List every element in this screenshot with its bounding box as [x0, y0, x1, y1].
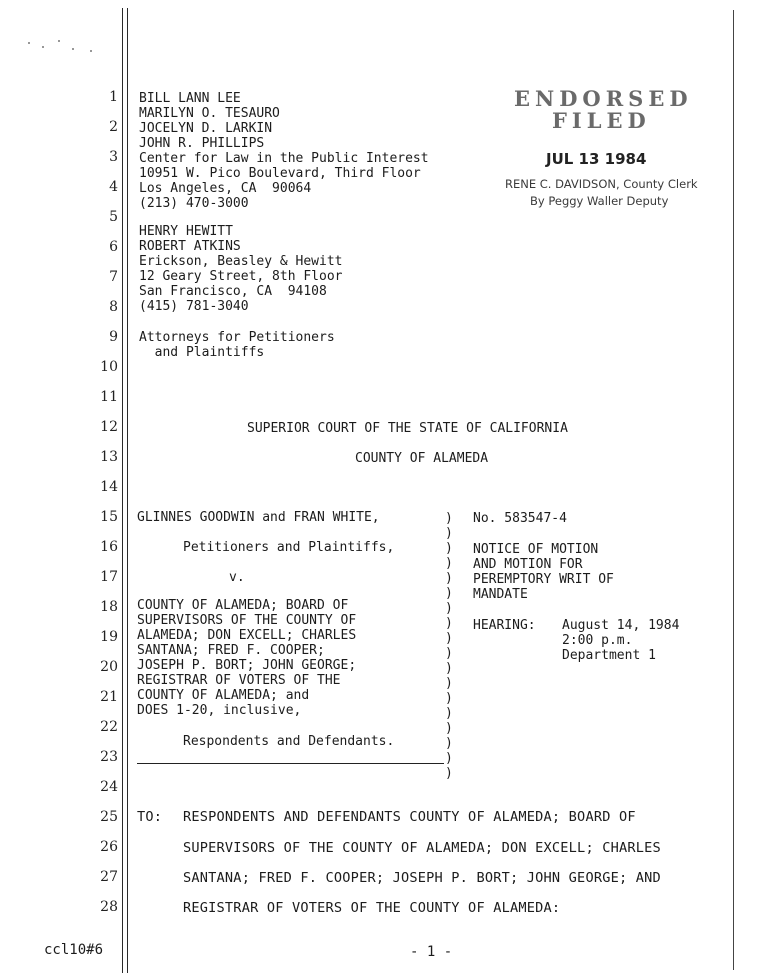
respondent-line: REGISTRAR OF VOTERS OF THE — [137, 673, 341, 688]
firm-name: Center for Law in the Public Interest — [139, 151, 429, 166]
scan-speck — [72, 48, 74, 50]
firm-name: Erickson, Beasley & Hewitt — [139, 254, 343, 269]
respondent-line: SANTANA; FRED F. COOPER; — [137, 643, 325, 658]
stamp-endorsed: ENDORSED — [514, 86, 693, 111]
line-number: 12 — [100, 419, 118, 435]
left-margin-rule — [127, 8, 128, 973]
attorney-name: JOHN R. PHILLIPS — [139, 136, 265, 151]
line-number: 25 — [100, 809, 118, 825]
line-number: 21 — [100, 689, 118, 705]
firm-city: Los Angeles, CA 90064 — [139, 181, 312, 196]
to-label: TO: — [137, 809, 163, 825]
respondent-line: ALAMEDA; DON EXCELL; CHARLES — [137, 628, 357, 643]
line-number: 3 — [109, 149, 118, 165]
body-line: SUPERVISORS OF THE COUNTY OF ALAMEDA; DON EXCELL; CHARLES — [183, 840, 661, 856]
petitioners-role: Petitioners and Plaintiffs, — [183, 540, 395, 555]
line-number: 5 — [109, 209, 118, 225]
attorney-name: JOCELYN D. LARKIN — [139, 121, 273, 136]
respondent-line: JOSEPH P. BORT; JOHN GEORGE; — [137, 658, 357, 673]
petitioners: GLINNES GOODWIN and FRAN WHITE, — [137, 510, 380, 525]
hearing-label: HEARING: — [473, 618, 536, 633]
left-margin-rule — [122, 8, 123, 973]
stamp-filed: FILED — [552, 108, 651, 133]
document-title: AND MOTION FOR — [473, 557, 583, 572]
line-number: 19 — [100, 629, 118, 645]
line-number: 27 — [100, 869, 118, 885]
body-line: SANTANA; FRED F. COOPER; JOSEPH P. BORT; JOHN GEORGE; AND — [183, 870, 661, 886]
firm-address: 12 Geary Street, 8th Floor — [139, 269, 343, 284]
stamp-clerk: RENE C. DAVIDSON, County Clerk — [505, 177, 698, 191]
body-line: RESPONDENTS AND DEFENDANTS COUNTY OF ALAMEDA; BOARD OF — [183, 809, 636, 825]
line-number: 20 — [100, 659, 118, 675]
document-code: ccl10#6 — [44, 942, 104, 958]
line-number: 26 — [100, 839, 118, 855]
line-number: 14 — [100, 479, 118, 495]
line-number: 9 — [109, 329, 118, 345]
respondent-line: SUPERVISORS OF THE COUNTY OF — [137, 613, 357, 628]
body-line: REGISTRAR OF VOTERS OF THE COUNTY OF ALAMEDA: — [183, 900, 561, 916]
hearing-time: 2:00 p.m. — [562, 633, 633, 648]
line-number: 24 — [100, 779, 118, 795]
document-title: NOTICE OF MOTION — [473, 542, 599, 557]
line-number: 11 — [100, 389, 118, 405]
line-number: 28 — [100, 899, 118, 915]
line-number: 17 — [100, 569, 118, 585]
line-number: 16 — [100, 539, 118, 555]
line-number: 22 — [100, 719, 118, 735]
line-number: 23 — [100, 749, 118, 765]
scan-speck — [58, 40, 60, 42]
scan-speck — [28, 42, 30, 44]
line-number: 6 — [109, 239, 118, 255]
respondent-line: COUNTY OF ALAMEDA; BOARD OF — [137, 598, 349, 613]
attorneys-for: Attorneys for Petitioners — [139, 330, 335, 345]
attorney-name: BILL LANN LEE — [139, 91, 241, 106]
attorney-name: MARILYN O. TESAURO — [139, 106, 280, 121]
hearing-date: August 14, 1984 — [562, 618, 680, 633]
document-title: MANDATE — [473, 587, 528, 602]
versus: v. — [229, 570, 245, 585]
hearing-department: Department 1 — [562, 648, 656, 663]
attorneys-for: and Plaintiffs — [139, 345, 265, 360]
firm-address: 10951 W. Pico Boulevard, Third Floor — [139, 166, 421, 181]
respondent-line: DOES 1-20, inclusive, — [137, 703, 302, 718]
right-margin-rule — [733, 10, 734, 970]
caption-underline — [137, 763, 444, 764]
attorney-name: HENRY HEWITT — [139, 224, 233, 239]
firm-city: San Francisco, CA 94108 — [139, 284, 327, 299]
respondent-line: COUNTY OF ALAMEDA; and — [137, 688, 310, 703]
stamp-date: JUL 13 1984 — [546, 150, 647, 168]
line-number: 7 — [109, 269, 118, 285]
line-number: 4 — [109, 179, 118, 195]
line-number: 1 — [109, 89, 118, 105]
line-number: 8 — [109, 299, 118, 315]
line-number: 10 — [100, 359, 118, 375]
line-number: 15 — [100, 509, 118, 525]
stamp-deputy: By Peggy Waller Deputy — [530, 194, 669, 208]
scan-speck — [42, 46, 44, 48]
scan-speck — [90, 50, 92, 52]
firm-phone: (415) 781-3040 — [139, 299, 249, 314]
case-number: No. 583547-4 — [473, 511, 567, 526]
document-title: PEREMPTORY WRIT OF — [473, 572, 614, 587]
firm-phone: (213) 470-3000 — [139, 196, 249, 211]
court-county: COUNTY OF ALAMEDA — [355, 451, 489, 466]
page-number: - 1 - — [410, 944, 453, 960]
line-number: 2 — [109, 119, 118, 135]
court-name: SUPERIOR COURT OF THE STATE OF CALIFORNIA — [247, 421, 568, 436]
attorney-name: ROBERT ATKINS — [139, 239, 241, 254]
caption-paren-column: ) ) ) ) ) ) ) ) ) ) ) ) ) ) ) ) ) ) — [445, 511, 453, 781]
respondents-role: Respondents and Defendants. — [183, 734, 395, 749]
line-number: 13 — [100, 449, 118, 465]
line-number: 18 — [100, 599, 118, 615]
